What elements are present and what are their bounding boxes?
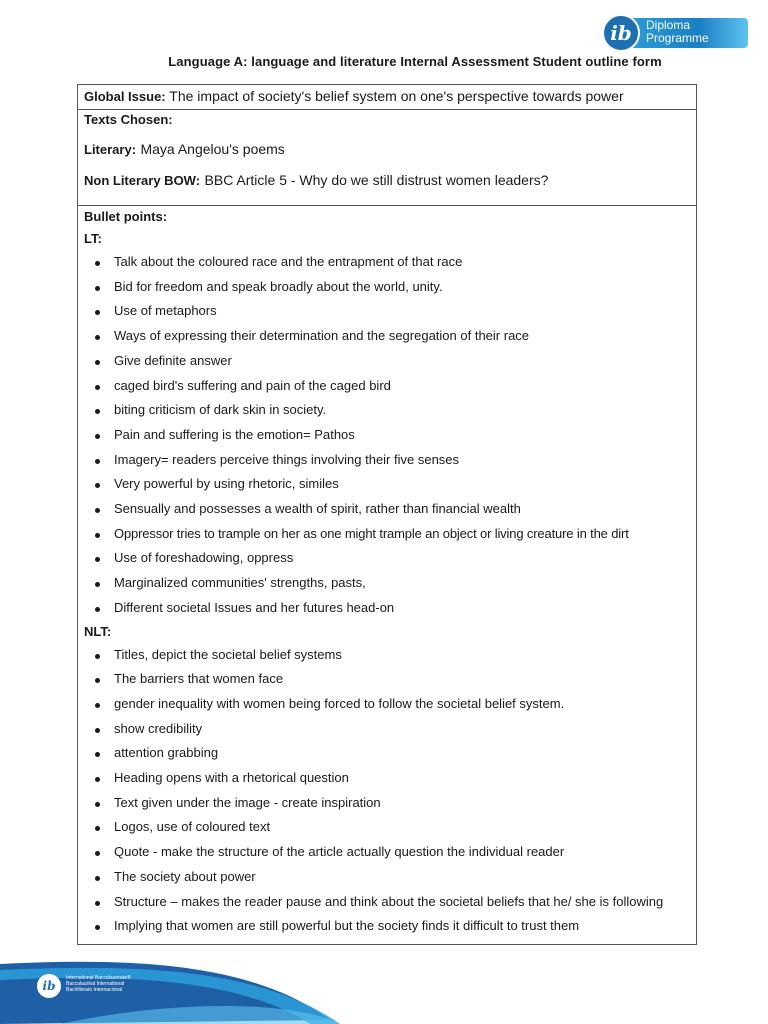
bullet-icon: [95, 335, 100, 340]
bullet-icon: [95, 654, 100, 659]
literary-label: Literary:: [84, 142, 137, 157]
list-item: Oppressor tries to trample on her as one might trample an object or living creature in the dirt: [84, 522, 690, 547]
document-title: Language A: language and literature Internal Assessment Student outline form: [168, 54, 662, 69]
list-item: Very powerful by using rhetoric, similes: [84, 472, 690, 497]
list-item: Different societal Issues and her futures head-on: [84, 596, 690, 621]
bullet-icon: [95, 777, 100, 782]
footer-line-2: Baccalauréat International: [66, 981, 125, 987]
bullet-icon: [95, 310, 100, 315]
ib-footer: [0, 958, 768, 1024]
list-item: attention grabbing: [84, 741, 690, 766]
bullet-icon: [95, 409, 100, 414]
bullet-icon: [95, 728, 100, 733]
bullet-icon: [95, 533, 100, 538]
bullet-icon: [95, 360, 100, 365]
bullet-icon: [95, 876, 100, 881]
footer-text: [66, 975, 131, 993]
list-item: Heading opens with a rhetorical question: [84, 766, 690, 791]
list-item: Text given under the image - create inspiration: [84, 791, 690, 816]
literary-value: Maya Angelou's poems: [140, 141, 285, 157]
nonliterary-value: BBC Article 5 - Why do we still distrust women leaders?: [204, 172, 549, 188]
bullet-icon: [95, 582, 100, 587]
bullet-points-row: [78, 206, 696, 944]
bullet-icon: [95, 851, 100, 856]
ib-diploma-logo: [602, 14, 748, 52]
list-item: Give definite answer: [84, 349, 690, 374]
bullet-points-label: Bullet points:: [84, 209, 168, 224]
bullet-icon: [95, 826, 100, 831]
nlt-label: NLT:: [84, 623, 112, 639]
footer-line-1: International Baccalaureate®: [66, 975, 131, 981]
nonliterary-line: [84, 172, 548, 190]
list-item: Use of foreshadowing, oppress: [84, 546, 690, 571]
nlt-list: [84, 643, 690, 939]
bullet-icon: [95, 459, 100, 464]
list-item: show credibility: [84, 717, 690, 742]
list-item: The society about power: [84, 865, 690, 890]
list-item: Use of metaphors: [84, 299, 690, 324]
list-item: gender inequality with women being forced to follow the societal belief system.: [84, 692, 690, 717]
list-item: Ways of expressing their determination and the segregation of their race: [84, 324, 690, 349]
list-item: Imagery= readers perceive things involving their five senses: [84, 448, 690, 473]
bullet-icon: [95, 286, 100, 291]
bullet-icon: [95, 508, 100, 513]
logo-text: [646, 19, 709, 45]
nonliterary-label: Non Literary BOW:: [84, 173, 201, 188]
bullet-icon: [95, 678, 100, 683]
bullet-icon: [95, 802, 100, 807]
texts-chosen-label: Texts Chosen:: [84, 112, 173, 127]
footer-line-3: Bachillerato Internacional: [66, 987, 123, 993]
list-item: caged bird's suffering and pain of the caged bird: [84, 374, 690, 399]
list-item: The barriers that women face: [84, 667, 690, 692]
bullet-icon: [95, 483, 100, 488]
list-item: Talk about the coloured race and the entrapment of that race: [84, 250, 690, 275]
list-item: Implying that women are still powerful but the society finds it difficult to trust them: [84, 914, 690, 939]
list-item: Quote - make the structure of the article actually question the individual reader: [84, 840, 690, 865]
global-issue-label: Global Issue:: [84, 89, 166, 104]
list-item: Marginalized communities' strengths, pasts,: [84, 571, 690, 596]
literary-line: [84, 141, 285, 159]
list-item: Pain and suffering is the emotion= Pathos: [84, 423, 690, 448]
lt-label: LT:: [84, 231, 102, 246]
list-item: Bid for freedom and speak broadly about the world, unity.: [84, 275, 690, 300]
list-item: Titles, depict the societal belief systems: [84, 643, 690, 668]
list-item: biting criticism of dark skin in society.: [84, 398, 690, 423]
texts-chosen-row: [78, 110, 696, 206]
ib-logo-icon: ib: [602, 14, 640, 52]
global-issue-value: The impact of society's belief system on one's perspective towards power: [169, 88, 624, 104]
bullet-icon: [95, 925, 100, 930]
lt-list: [84, 250, 690, 621]
outline-form: [77, 84, 697, 945]
bullet-icon: [95, 261, 100, 266]
ib-footer-logo-icon: ib: [37, 974, 61, 998]
logo-line-1: Diploma: [646, 18, 691, 32]
logo-line-2: Programme: [646, 31, 709, 45]
list-item: Structure – makes the reader pause and think about the societal beliefs that he/ she is following: [84, 890, 690, 914]
bullet-icon: [95, 434, 100, 439]
list-item: Sensually and possesses a wealth of spirit, rather than financial wealth: [84, 497, 690, 522]
bullet-icon: [95, 607, 100, 612]
bullet-icon: [95, 557, 100, 562]
bullet-icon: [95, 385, 100, 390]
global-issue-row: [78, 85, 696, 110]
bullet-icon: [95, 752, 100, 757]
bullet-icon: [95, 901, 100, 906]
list-item: Logos, use of coloured text: [84, 815, 690, 840]
bullet-icon: [95, 703, 100, 708]
